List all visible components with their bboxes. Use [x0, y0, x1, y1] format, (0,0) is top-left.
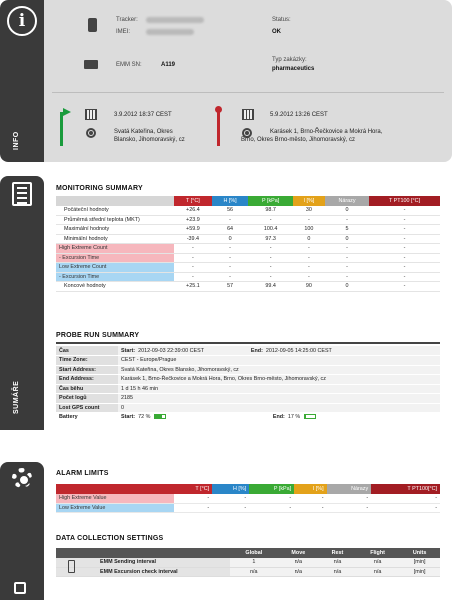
run-time-value: 1 d 15 h 46 min	[118, 384, 440, 394]
monitoring-cell: -	[325, 272, 369, 282]
data-collection-title: DATA COLLECTION SETTINGS	[56, 535, 164, 542]
monitoring-cell: 0	[325, 282, 369, 292]
dc-cell: [min]	[399, 558, 440, 568]
start-datetime: 3.9.2012 18:37 CEST	[114, 112, 172, 118]
battery-value	[118, 413, 440, 423]
dc-cell: [min]	[399, 567, 440, 577]
probe-run-table	[56, 346, 440, 423]
monitoring-cell: +26.4	[174, 206, 212, 216]
monitoring-cell: 56	[212, 206, 249, 216]
dc-cell: n/a	[278, 567, 319, 577]
alarm-header-humidity: H [%]	[212, 484, 249, 494]
document-icon	[12, 182, 32, 206]
alarm-cell: -	[212, 494, 249, 504]
monitoring-cell: -	[248, 272, 292, 282]
time-end-label: End:	[250, 347, 263, 354]
monitoring-cell: 0	[325, 234, 369, 244]
monitoring-cell: -	[325, 244, 369, 254]
monitoring-cell: -	[369, 215, 440, 225]
monitoring-cell: 90	[293, 282, 325, 292]
battery-end-label: End:	[272, 414, 285, 421]
monitoring-cell: -	[212, 244, 249, 254]
end-pin-head	[215, 106, 222, 113]
start-location-icon	[86, 128, 96, 138]
probe-row-run-time	[56, 384, 440, 394]
status-value: OK	[272, 29, 281, 35]
info-section-label: INFO	[13, 131, 20, 150]
mobile-device-icon	[68, 560, 75, 573]
probe-title-rule	[56, 342, 440, 344]
start-address-value: Svatá Kateřina, Okres Blansko, Jihomoravský, cz	[118, 365, 440, 375]
status-label: Status:	[272, 17, 291, 23]
monitoring-cell: -	[369, 263, 440, 273]
monitoring-cell: -	[174, 244, 212, 254]
summary-panel	[0, 176, 452, 430]
monitoring-cell: -	[174, 263, 212, 273]
monitoring-row	[56, 206, 440, 216]
dc-row	[56, 567, 440, 577]
battery-start-label: Start:	[121, 414, 136, 421]
monitoring-row-label: Low Extreme Count	[56, 263, 174, 273]
start-flag-icon	[60, 112, 63, 146]
monitoring-cell: -	[369, 272, 440, 282]
alarm-cell: -	[249, 503, 294, 513]
start-address-line1: Svatá Kateřina, Okres	[114, 129, 173, 135]
timezone-label: Time Zone:	[56, 356, 118, 366]
monitoring-row-label: High Extreme Count	[56, 244, 174, 254]
end-address-value: Karásek 1, Brno-Řečkovice a Mokrá Hora, Brno, Okres Brno-město, Jihomoravský, cz	[118, 375, 440, 385]
monitoring-cell: -	[369, 206, 440, 216]
monitoring-cell: -	[212, 253, 249, 263]
info-icon: i	[7, 6, 37, 36]
dc-row	[56, 558, 440, 568]
emm-sn-label: EMM SN:	[116, 62, 142, 68]
info-panel	[0, 0, 452, 162]
probe-row-timezone	[56, 356, 440, 366]
monitoring-cell: -	[325, 253, 369, 263]
header-shocks: Nárazy	[325, 196, 369, 206]
start-calendar-icon	[85, 109, 97, 120]
monitoring-cell: 57	[212, 282, 249, 292]
alarm-header-pt100: T PT100[°C]	[371, 484, 440, 494]
settings-sidebar-glyph-icon	[14, 582, 26, 594]
alarm-row-label: Low Extreme Value	[56, 503, 174, 513]
monitoring-cell: 100	[293, 225, 325, 235]
tracker-icon	[88, 18, 97, 32]
probe-row-battery	[56, 413, 440, 423]
summary-section-label: SUMÁŘE	[13, 380, 20, 414]
info-divider	[52, 92, 444, 93]
monitoring-cell: 64	[212, 225, 249, 235]
gear-icon	[12, 468, 32, 488]
customer-type-label: Typ zakázky:	[272, 57, 307, 63]
alarm-header-light: I [%]	[294, 484, 326, 494]
monitoring-cell: -	[325, 215, 369, 225]
monitoring-cell: -	[369, 225, 440, 235]
monitoring-summary-table	[56, 196, 440, 292]
monitoring-cell: -	[174, 272, 212, 282]
alarm-cell: -	[174, 494, 212, 504]
alarm-header-temperature: T [°C]	[174, 484, 212, 494]
tracker-label: Tracker:	[116, 17, 138, 23]
timezone-value: CEST - Europe/Prague	[118, 356, 440, 366]
monitoring-cell: 98.7	[248, 206, 292, 216]
alarm-limits-title: ALARM LIMITS	[56, 470, 109, 477]
end-calendar-icon	[242, 109, 254, 120]
emm-device-icon	[84, 60, 98, 69]
time-start-value: 2012-09-03 22:39:00 CEST	[138, 347, 204, 354]
dc-header-flight: Flight	[356, 548, 399, 558]
alarm-header-row	[56, 484, 440, 494]
monitoring-cell: -39.4	[174, 234, 212, 244]
probe-row-start-address	[56, 365, 440, 375]
end-address-line2: Brno, Okres Brno-město, Jihomoravský, cz	[241, 137, 356, 143]
monitoring-cell: -	[293, 244, 325, 254]
time-value	[118, 346, 440, 356]
alarm-limits-table	[56, 484, 440, 513]
alarm-cell: -	[294, 503, 326, 513]
alarm-row	[56, 503, 440, 513]
monitoring-cell: -	[248, 253, 292, 263]
monitoring-cell: 30	[293, 206, 325, 216]
monitoring-row	[56, 253, 440, 263]
battery-end-value: 17 %	[287, 414, 301, 421]
log-count-label: Počet logů	[56, 394, 118, 404]
monitoring-cell: +25.1	[174, 282, 212, 292]
dc-cell: n/a	[230, 567, 278, 577]
monitoring-cell: 0	[212, 234, 249, 244]
lost-gps-value: 0	[118, 403, 440, 413]
monitoring-row	[56, 272, 440, 282]
monitoring-cell: -	[369, 244, 440, 254]
alarm-header-pressure: P [kPa]	[249, 484, 294, 494]
battery-start-icon	[154, 414, 166, 419]
end-address-label: End Address:	[56, 375, 118, 385]
end-address-line1: Karásek 1, Brno-Řečkovice a Mokrá Hora,	[270, 129, 383, 135]
monitoring-cell: 99.4	[248, 282, 292, 292]
header-temperature: T [°C]	[174, 196, 212, 206]
time-end-value: 2012-09-05 14:25:00 CEST	[265, 347, 332, 354]
imei-value-redacted	[146, 29, 194, 36]
monitoring-cell: -	[248, 244, 292, 254]
dc-header-rest: Rest	[319, 548, 356, 558]
monitoring-cell: -	[293, 215, 325, 225]
end-datetime: 5.9.2012 13:26 CEST	[270, 112, 328, 118]
probe-run-summary-title: PROBE RUN SUMMARY	[56, 332, 140, 339]
alarm-cell: -	[327, 494, 372, 504]
monitoring-header-blank	[56, 196, 174, 206]
data-collection-table	[56, 548, 440, 577]
battery-start-value: 72 %	[138, 414, 151, 421]
monitoring-cell: -	[248, 263, 292, 273]
monitoring-cell: -	[174, 253, 212, 263]
dc-header-row	[56, 548, 440, 558]
alarm-cell: -	[327, 503, 372, 513]
start-flag-banner	[63, 108, 71, 116]
battery-end-icon	[304, 414, 316, 419]
log-count-value: 2185	[118, 394, 440, 404]
lost-gps-label: Lost GPS count	[56, 403, 118, 413]
monitoring-summary-title: MONITORING SUMMARY	[56, 185, 143, 192]
dc-row-label: EMM Excursion check interval	[56, 567, 230, 577]
monitoring-row	[56, 225, 440, 235]
alarm-cell: -	[294, 494, 326, 504]
monitoring-cell: -	[325, 263, 369, 273]
header-pt100: T PT100 [°C]	[369, 196, 440, 206]
dc-cell: n/a	[278, 558, 319, 568]
battery-label: Battery	[56, 413, 118, 423]
monitoring-row-label: Počáteční hodnoty	[56, 206, 174, 216]
alarm-cell: -	[371, 494, 440, 504]
dc-header-move: Move	[278, 548, 319, 558]
summary-sidebar	[0, 176, 44, 430]
alarm-cell: -	[249, 494, 294, 504]
info-sidebar	[0, 0, 44, 162]
monitoring-cell: 0	[325, 206, 369, 216]
monitoring-row	[56, 282, 440, 292]
tracker-value-redacted	[146, 17, 204, 24]
header-pressure: P [kPa]	[248, 196, 292, 206]
alarm-cell: -	[174, 503, 212, 513]
time-start-label: Start:	[121, 347, 136, 354]
monitoring-cell: -	[212, 272, 249, 282]
monitoring-cell: -	[293, 253, 325, 263]
dc-cell: 1	[230, 558, 278, 568]
header-humidity: H [%]	[212, 196, 249, 206]
dc-cell: n/a	[356, 558, 399, 568]
monitoring-cell: +23.9	[174, 215, 212, 225]
monitoring-cell: -	[369, 253, 440, 263]
alarm-header-blank	[56, 484, 174, 494]
dc-cell: n/a	[319, 558, 356, 568]
monitoring-cell: 5	[325, 225, 369, 235]
run-time-label: Čas běhu	[56, 384, 118, 394]
header-light: I [%]	[293, 196, 325, 206]
dc-row-label: EMM Sending interval	[56, 558, 230, 568]
alarm-cell: -	[212, 503, 249, 513]
alarm-row	[56, 494, 440, 504]
monitoring-row-label: Minimální hodnoty	[56, 234, 174, 244]
alarm-row-label: High Extreme Value	[56, 494, 174, 504]
probe-row-end-address	[56, 375, 440, 385]
monitoring-cell: -	[369, 234, 440, 244]
time-label: Čas	[56, 346, 118, 356]
emm-sn-value: A119	[161, 62, 176, 68]
dc-cell: n/a	[319, 567, 356, 577]
monitoring-cell: +59.9	[174, 225, 212, 235]
alarm-panel	[0, 462, 452, 600]
settings-sidebar	[0, 462, 44, 600]
monitoring-cell: -	[293, 272, 325, 282]
monitoring-row	[56, 234, 440, 244]
monitoring-row	[56, 263, 440, 273]
imei-label: IMEI:	[116, 29, 131, 35]
monitoring-row-label: Maximální hodnoty	[56, 225, 174, 235]
customer-type-value: pharmaceutics	[272, 66, 315, 72]
monitoring-cell: -	[293, 263, 325, 273]
end-pin-icon	[217, 112, 220, 146]
monitoring-row-label: - Excursion Time	[56, 253, 174, 263]
monitoring-cell: 0	[293, 234, 325, 244]
probe-row-time	[56, 346, 440, 356]
monitoring-cell: -	[212, 215, 249, 225]
alarm-cell: -	[371, 503, 440, 513]
monitoring-row	[56, 215, 440, 225]
monitoring-row-label: Koncové hodnoty	[56, 282, 174, 292]
dc-cell: n/a	[356, 567, 399, 577]
monitoring-row-label: - Excursion Time	[56, 272, 174, 282]
alarm-header-shocks: Nárazy	[327, 484, 372, 494]
monitoring-cell: 100.4	[248, 225, 292, 235]
start-address-line2: Blansko, Jihomoravský, cz	[114, 137, 185, 143]
monitoring-cell: -	[212, 263, 249, 273]
monitoring-row	[56, 244, 440, 254]
dc-header-blank	[56, 548, 230, 558]
dc-header-global: Global	[230, 548, 278, 558]
monitoring-header-row	[56, 196, 440, 206]
start-address-label: Start Address:	[56, 365, 118, 375]
probe-row-log-count	[56, 394, 440, 404]
monitoring-cell: -	[369, 282, 440, 292]
probe-row-lost-gps	[56, 403, 440, 413]
monitoring-row-label: Průměrná střední teplota (MKT)	[56, 215, 174, 225]
monitoring-cell: -	[248, 215, 292, 225]
dc-header-units: Units	[399, 548, 440, 558]
monitoring-cell: 97.3	[248, 234, 292, 244]
